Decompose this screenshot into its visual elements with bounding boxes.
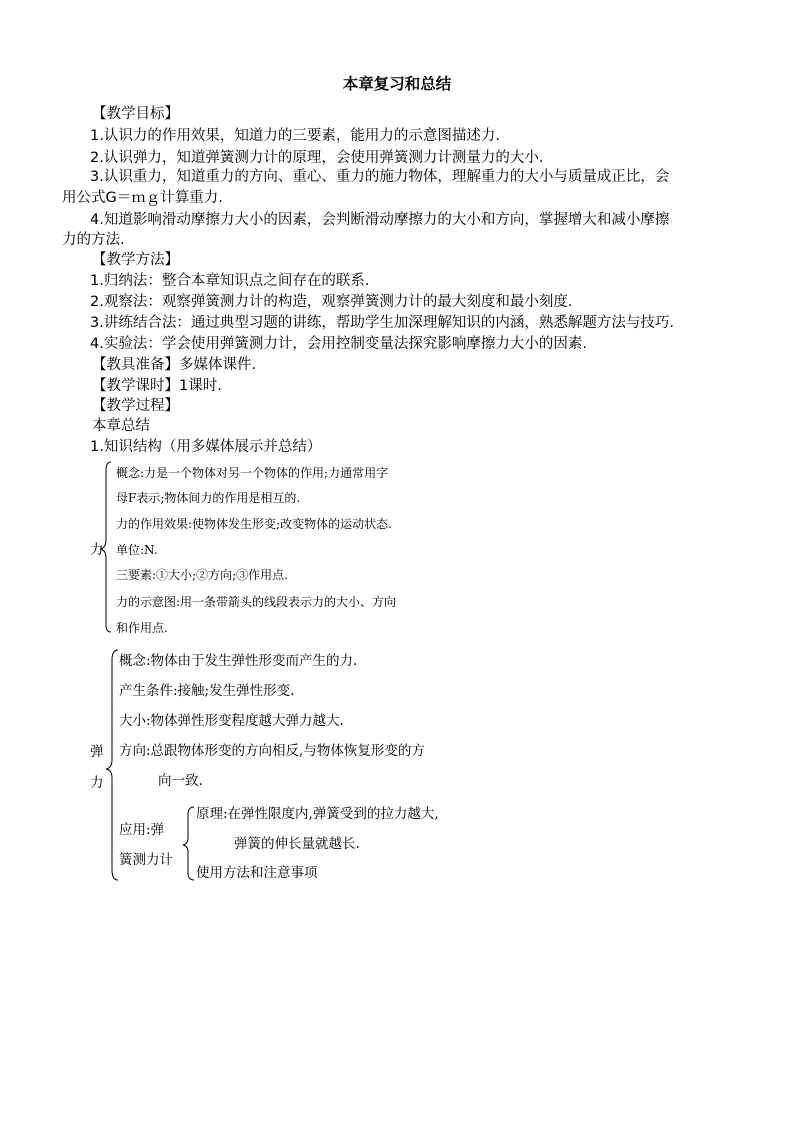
goal-item-2: 2.认识弹力，知道弹簧测力计的原理，会使用弹簧测力计测量力的大小. <box>90 150 544 166</box>
method-item-3: 3.讲练结合法：通过典型习题的讲练，帮助学生加深理解知识的内涵，熟悉解题方法与技巧. <box>90 315 674 331</box>
chapter-summary: 本章总结 <box>92 418 150 434</box>
force-line: 三要素:①大小;②方向;③作用点. <box>116 568 288 582</box>
elastic-label: 力 <box>90 775 104 791</box>
application-label: 应用:弹 <box>119 822 165 838</box>
force-line: 概念:力是一个物体对另一个物体的作用;力通常用字 <box>116 466 389 480</box>
elastic-line: 概念:物体由于发生弹性形变而产生的力. <box>119 653 358 669</box>
force-line: 和作用点. <box>116 621 168 635</box>
lesson-hours: 【教学课时】1课时. <box>92 378 222 394</box>
goal-item-3-cont: 用公式G＝ｍｇ计算重力. <box>62 190 223 206</box>
method-item-1: 1.归纳法：整合本章知识点之间存在的联系. <box>90 273 370 289</box>
spring-scale-line: 使用方法和注意事项 <box>196 865 318 881</box>
method-item-4: 4.实验法：学会使用弹簧测力计，会用控制变量法探究影响摩擦力大小的因素. <box>90 336 587 352</box>
goal-item-3: 3.认识重力，知道重力的方向、重心、重力的施力物体，理解重力的大小与质量成正比，会 <box>90 169 670 185</box>
force-label: 力 <box>90 542 104 558</box>
goal-item-4-cont: 力的方法. <box>62 232 125 248</box>
application-label: 簧测力计 <box>119 852 173 868</box>
structure-title: 1.知识结构（用多媒体展示并总结） <box>90 439 322 455</box>
force-line: 力的示意图:用一条带箭头的线段表示力的大小、方向 <box>116 595 397 609</box>
elastic-line: 大小:物体弹性形变程度越大弹力越大. <box>119 713 344 729</box>
process-heading: 【教学过程】 <box>92 398 179 414</box>
elastic-line: 产生条件:接触;发生弹性形变. <box>119 683 295 699</box>
force-line: 母F表示;物体间力的作用是相互的. <box>116 491 301 505</box>
page-title: 本章复习和总结 <box>342 75 452 93</box>
goal-item-1: 1.认识力的作用效果，知道力的三要素，能用力的示意图描述力. <box>90 128 500 144</box>
elastic-brace <box>106 650 118 880</box>
spring-scale-line: 原理:在弹性限度内,弹簧受到的拉力越大, <box>196 806 439 822</box>
elastic-line: 向一致. <box>158 773 203 789</box>
method-item-2: 2.观察法：观察弹簧测力计的构造，观察弹簧测力计的最大刻度和最小刻度. <box>90 294 573 310</box>
force-line: 单位:N. <box>116 543 158 557</box>
equipment: 【教具准备】多媒体课件. <box>92 357 257 373</box>
goals-heading: 【教学目标】 <box>92 106 179 122</box>
spring-scale-brace <box>183 807 194 880</box>
elastic-label: 弹 <box>90 744 104 760</box>
spring-scale-line: 弹簧的伸长量就越长. <box>234 836 360 852</box>
goal-item-4: 4.知道影响滑动摩擦力大小的因素，会判断滑动摩擦力的大小和方向，掌握增大和减小摩擦 <box>90 212 670 228</box>
force-line: 力的作用效果:使物体发生形变;改变物体的运动状态. <box>116 517 392 531</box>
elastic-line: 方向:总跟物体形变的方向相反,与物体恢复形变的方 <box>119 743 425 759</box>
methods-heading: 【教学方法】 <box>92 252 179 268</box>
